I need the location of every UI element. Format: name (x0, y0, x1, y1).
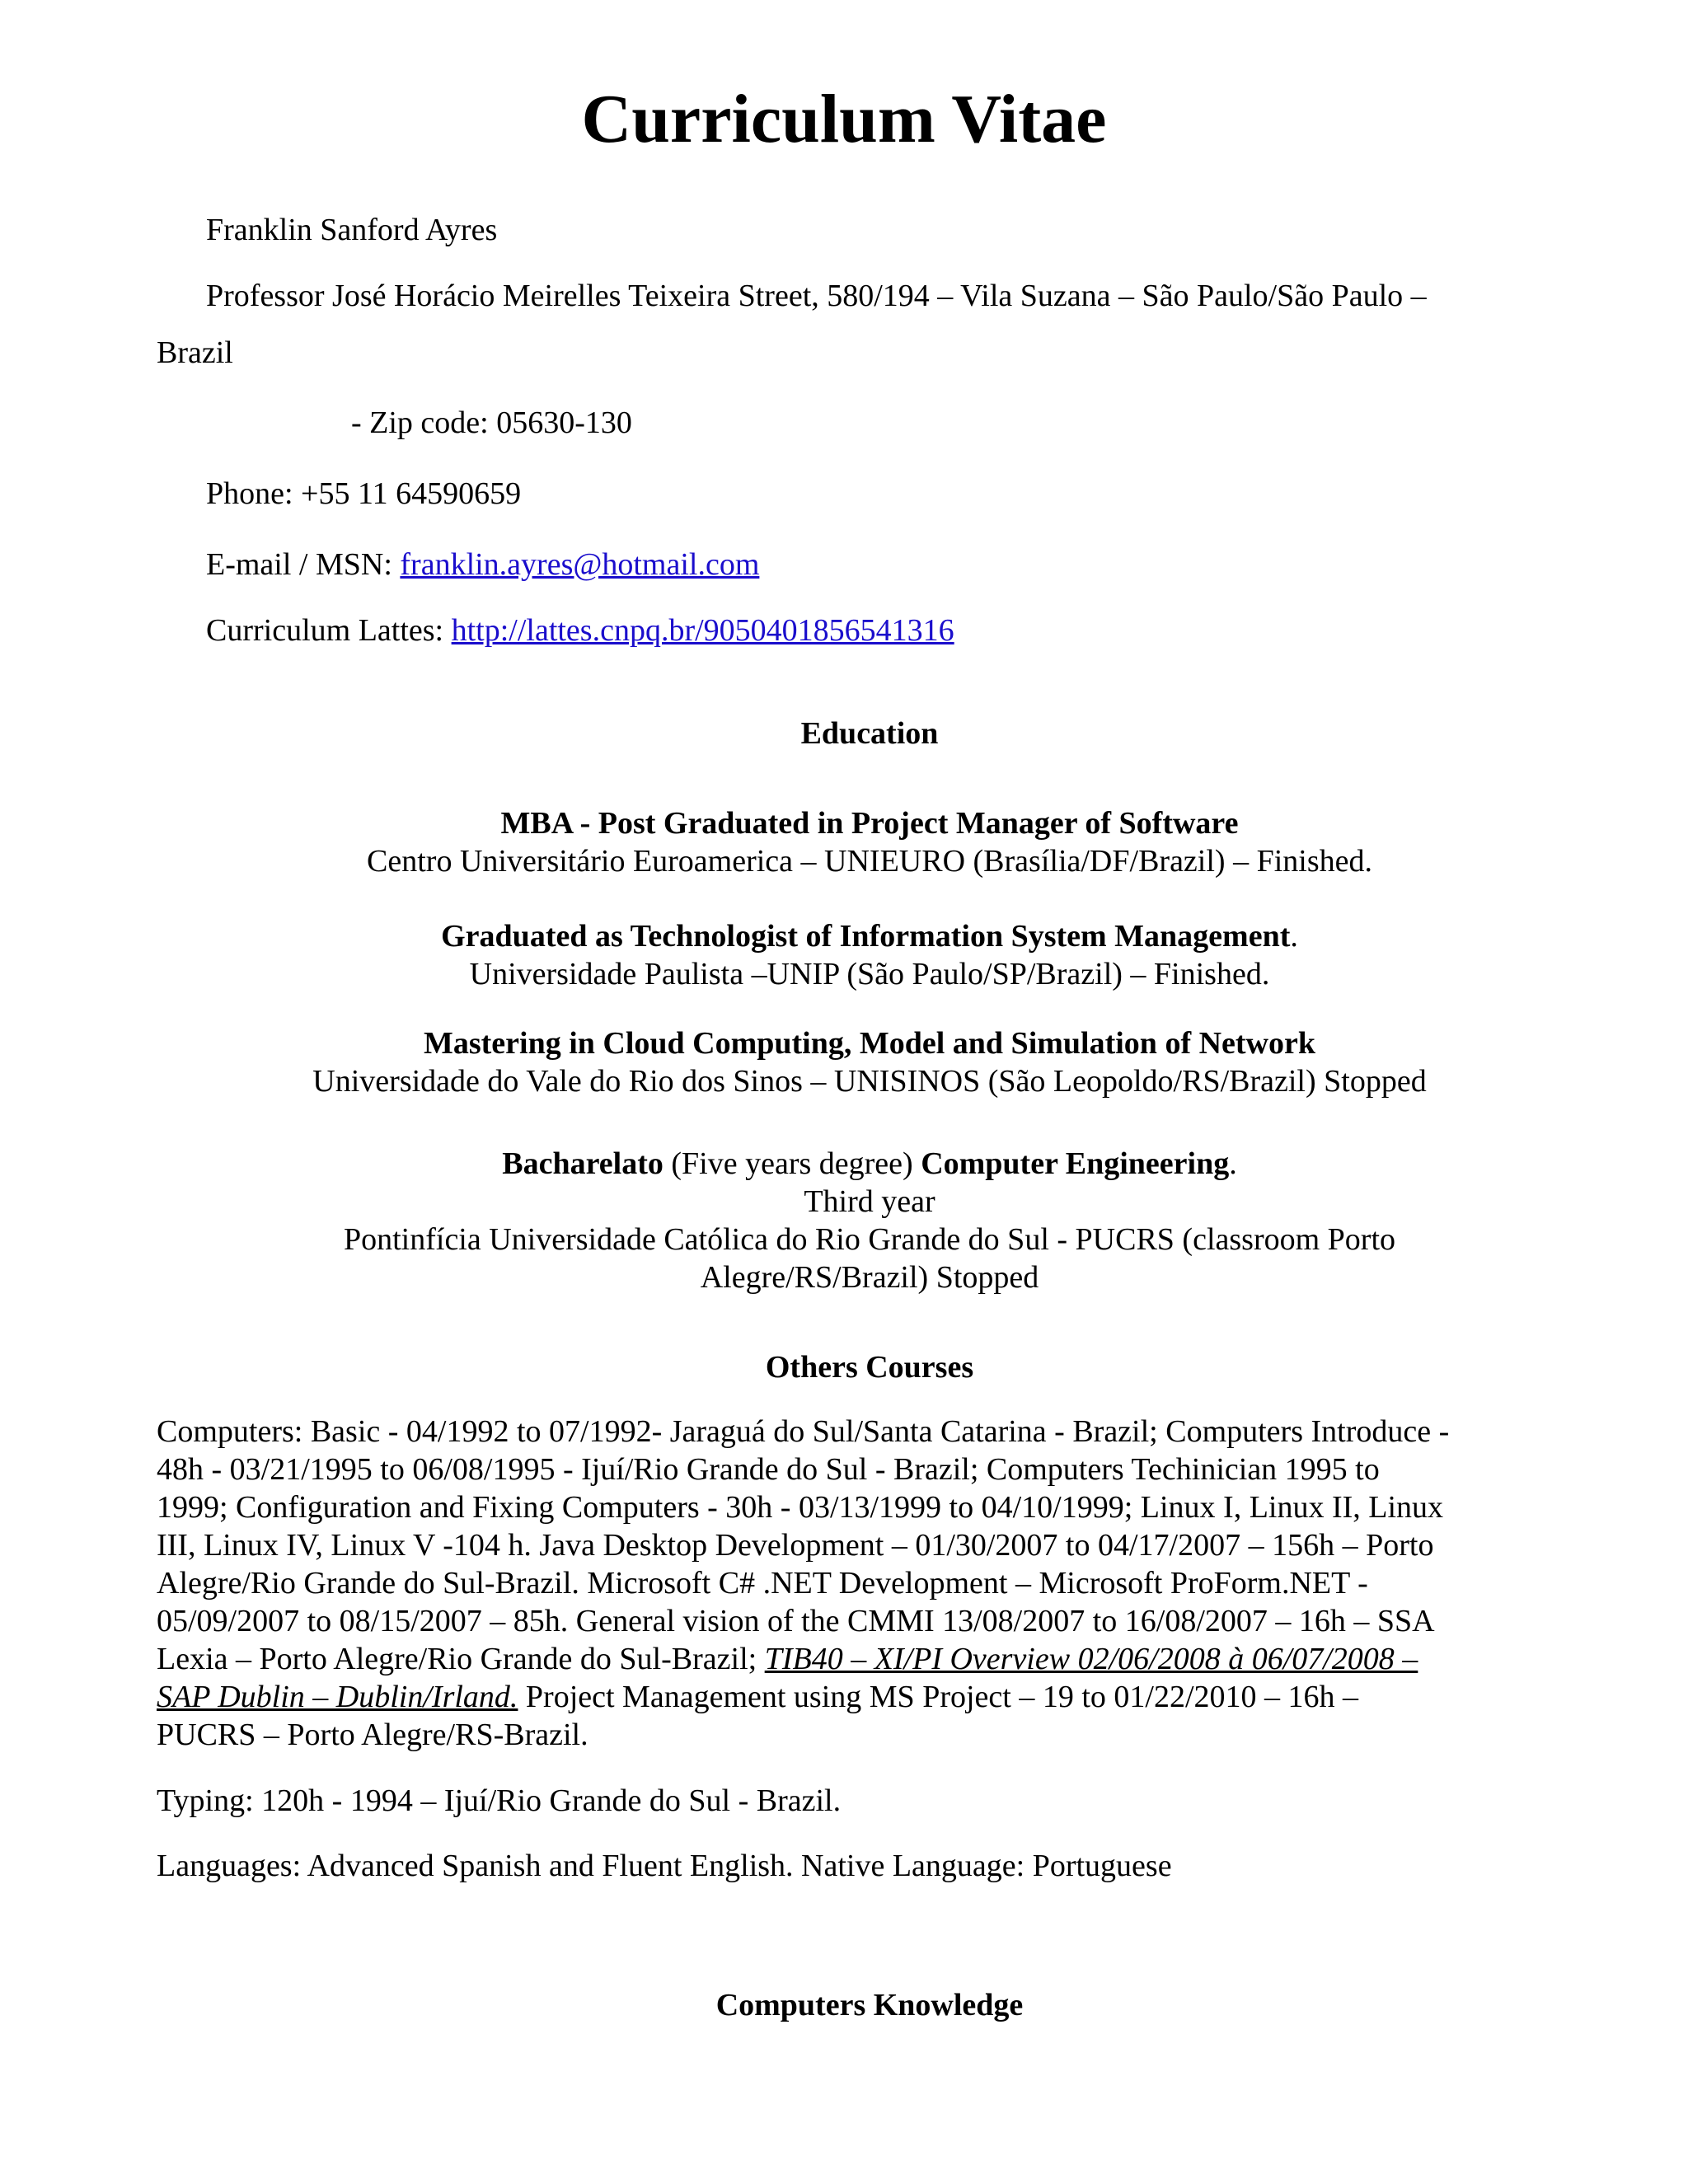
education-item-detail: Universidade Paulista –UNIP (São Paulo/SP/Brazil) – Finished. (469, 957, 1270, 991)
sap-course-text: SAP Dublin – Dublin/Irland. (157, 1680, 518, 1714)
education-item-detail: Pontinfícia Universidade Católica do Rio Grande do Sul - PUCRS (classroom Porto (343, 1222, 1396, 1257)
paragraph-line: 48h - 03/21/1995 to 06/08/1995 - Ijuí/Rio Grande do Sul - Brazil; Computers Techinician 1995 to (157, 1452, 1380, 1487)
computers-knowledge-heading: Computers Knowledge (715, 1988, 1024, 2022)
computers-courses-paragraph (157, 1413, 1533, 1754)
paragraph-line: PUCRS – Porto Alegre/RS-Brazil. (157, 1718, 588, 1752)
education-degree-note: (Five years degree) (663, 1146, 921, 1181)
address-line-1: Professor José Horácio Meirelles Teixeira Street, 580/194 – Vila Suzana – São Paulo/São Paulo – (206, 279, 1427, 313)
education-item-title (0, 917, 1688, 955)
lattes-link[interactable]: http://lattes.cnpq.br/9050401856541316 (451, 613, 954, 648)
education-item-title: Mastering in Cloud Computing, Model and Simulation of Network (423, 1026, 1316, 1061)
paragraph-line: 05/09/2007 to 08/15/2007 – 85h. General vision of the CMMI 13/08/2007 to 16/08/2007 – 16h – SSA (157, 1604, 1435, 1638)
education-item-detail: Alegre/RS/Brazil) Stopped (700, 1260, 1039, 1295)
education-item-detail: Universidade do Vale do Rio dos Sinos – UNISINOS (São Leopoldo/RS/Brazil) Stopped (312, 1064, 1427, 1099)
document-title: Curriculum Vitae (581, 81, 1107, 157)
typing-course: Typing: 120h - 1994 – Ijuí/Rio Grande do Sul - Brazil. (157, 1783, 842, 1818)
email-link[interactable]: franklin.ayres@hotmail.com (400, 547, 760, 582)
education-item-title-text: Graduated as Technologist of Information System Management (441, 919, 1291, 954)
person-name: Franklin Sanford Ayres (206, 213, 498, 247)
education-item-detail: Centro Universitário Euroamerica – UNIEURO (Brasília/DF/Brazil) – Finished. (367, 844, 1372, 879)
paragraph-line (157, 1678, 1533, 1716)
address-line-2: Brazil (157, 335, 233, 370)
education-item-title: MBA - Post Graduated in Project Manager of Software (500, 806, 1239, 841)
education-item-title-suffix: . (1290, 919, 1298, 954)
education-item-title (0, 1145, 1688, 1183)
education-degree-course: Computer Engineering (921, 1146, 1230, 1181)
email-label: E-mail / MSN: (206, 547, 401, 582)
education-item-title-suffix: . (1229, 1146, 1237, 1181)
zip-code: - Zip code: 05630-130 (351, 405, 632, 440)
line-text: Lexia – Porto Alegre/Rio Grande do Sul-Brazil; (157, 1642, 765, 1676)
paragraph-line: Alegre/Rio Grande do Sul-Brazil. Microsoft C# .NET Development – Microsoft ProForm.NET - (157, 1566, 1368, 1601)
education-item-detail: Third year (804, 1184, 935, 1219)
line-text: Project Management using MS Project – 19 to 01/22/2010 – 16h – (518, 1680, 1359, 1714)
education-heading: Education (800, 716, 939, 751)
paragraph-line: III, Linux IV, Linux V -104 h. Java Desktop Development – 01/30/2007 to 04/17/2007 – 156h – Porto (157, 1528, 1434, 1563)
lattes-row (206, 612, 954, 649)
education-degree-type: Bacharelato (502, 1146, 663, 1181)
sap-course-text: TIB40 – XI/PI Overview 02/06/2008 à 06/07/2008 – (764, 1642, 1418, 1676)
languages: Languages: Advanced Spanish and Fluent English. Native Language: Portuguese (157, 1849, 1172, 1883)
paragraph-line (157, 1640, 1533, 1678)
phone: Phone: +55 11 64590659 (206, 476, 522, 511)
paragraph-line: 1999; Configuration and Fixing Computers - 30h - 03/13/1999 to 04/10/1999; Linux I, Linux II, Linux (157, 1490, 1444, 1525)
paragraph-line: Computers: Basic - 04/1992 to 07/1992- Jaraguá do Sul/Santa Catarina - Brazil; Computers Introduce - (157, 1414, 1450, 1449)
lattes-label: Curriculum Lattes: (206, 613, 452, 648)
courses-heading: Others Courses (765, 1350, 974, 1385)
email-row (206, 546, 759, 583)
